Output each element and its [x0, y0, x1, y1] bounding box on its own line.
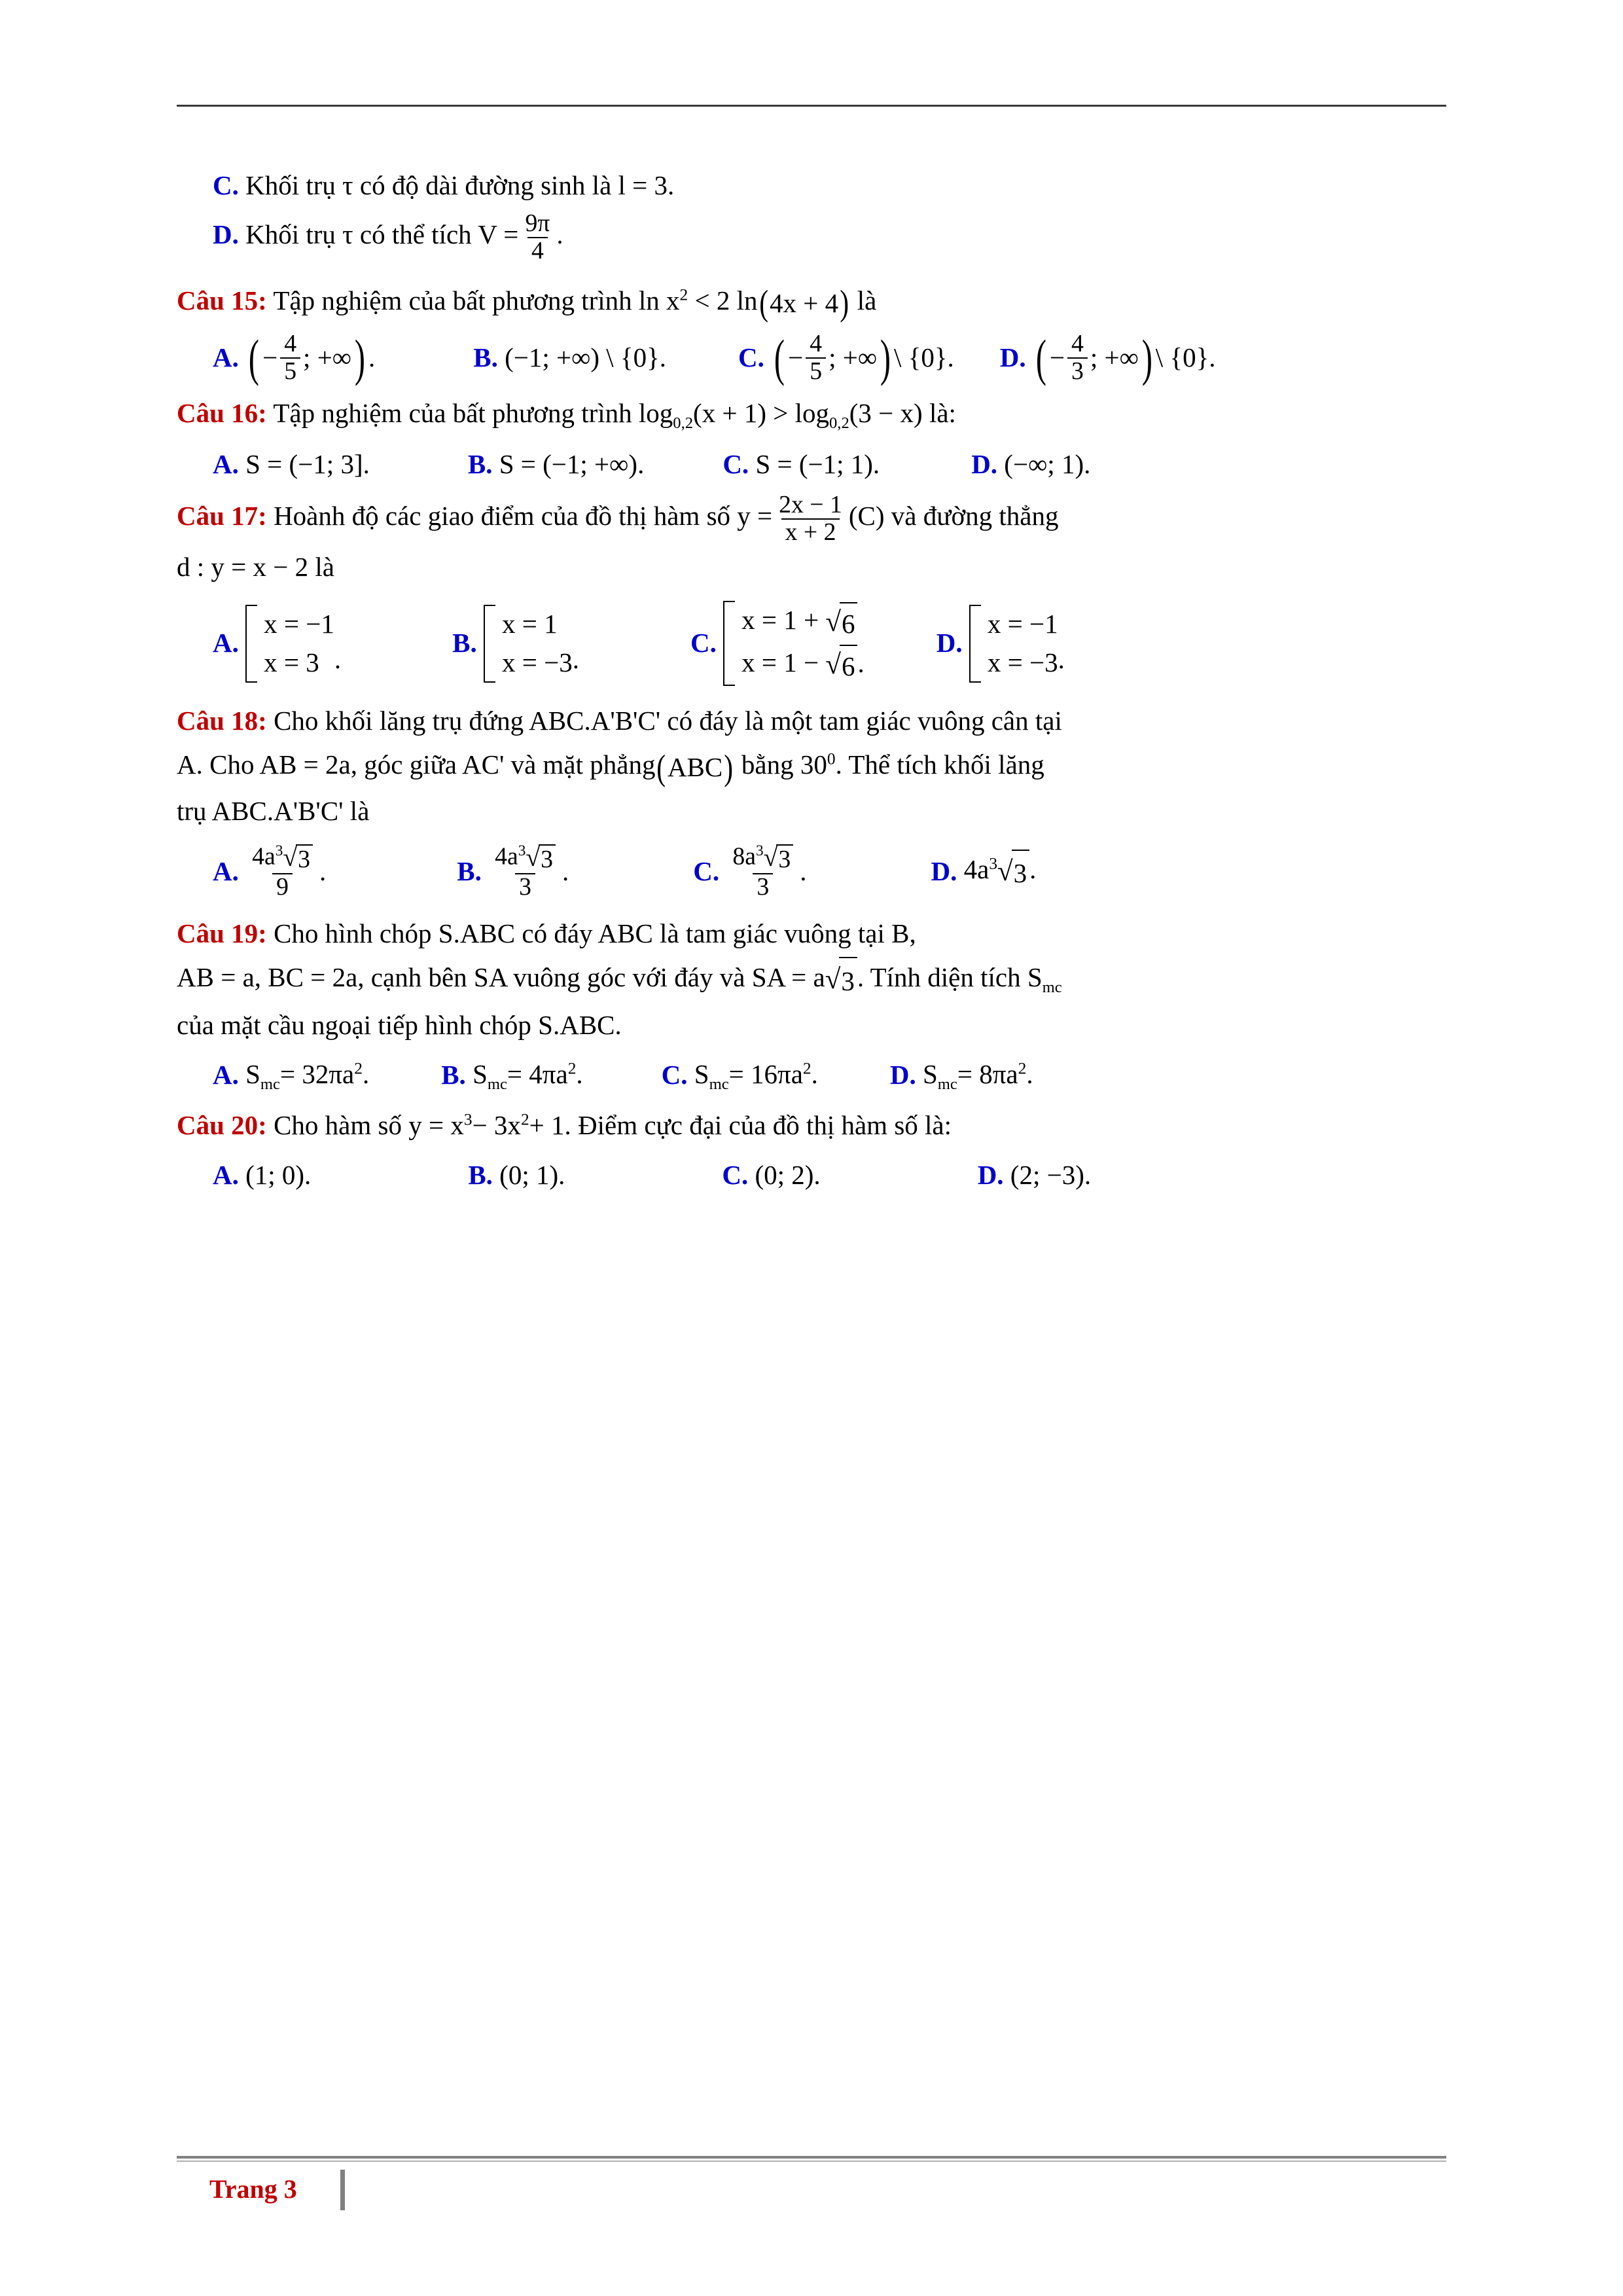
stem-math-1: y = x — [408, 1110, 464, 1141]
option-letter: D. — [889, 1059, 916, 1090]
question-19-stem-line1 — [177, 912, 1459, 955]
system-bracket — [723, 601, 857, 687]
header-divider — [177, 105, 1446, 107]
sqrt-icon: √ 3 — [997, 850, 1029, 895]
option-expression: S = (−1; 1). — [755, 448, 880, 479]
question-number: Câu 17: — [177, 501, 267, 531]
system-row-1: x = 1 — [501, 608, 558, 639]
sqrt-icon: √ 3 — [764, 844, 794, 873]
option-suffix: . — [334, 643, 342, 674]
system-row-2: x = 1 − √ 6 — [741, 643, 857, 686]
option-letter: C. — [661, 1059, 688, 1090]
paren-right: ) — [724, 747, 734, 787]
sqrt-radicand: 3 — [296, 844, 313, 873]
option-letter: A. — [213, 342, 239, 373]
stem-exponent-2: 2 — [520, 1110, 529, 1129]
option-a[interactable] — [213, 1154, 311, 1197]
question-15-stem — [177, 279, 1459, 325]
option-text-2: có thể tích — [359, 219, 472, 250]
fraction-9pi-over-4 — [521, 211, 554, 264]
question-17-options — [177, 601, 1459, 687]
numerator-base: 4a — [252, 842, 276, 870]
option-letter: B. — [468, 1159, 493, 1190]
fraction — [491, 843, 560, 900]
fraction-denominator: 3 — [1067, 357, 1088, 385]
expr-exponent: 2 — [567, 1059, 577, 1078]
option-letter: D. — [977, 1159, 1004, 1190]
option-letter: A. — [213, 448, 239, 479]
option-d[interactable] — [978, 1154, 1091, 1197]
fraction-denominator: 3 — [515, 873, 535, 901]
minus-sign: − — [262, 342, 278, 373]
option-suffix: . — [1029, 853, 1037, 884]
stem-suffix: là — [857, 285, 877, 315]
fraction — [806, 331, 826, 384]
sqrt-icon: √ 6 — [825, 645, 857, 686]
fraction-numerator — [728, 843, 797, 873]
option-expression: (−∞; 1). — [1004, 448, 1091, 479]
bracket-glyph — [484, 605, 495, 683]
option-suffix: . — [1058, 643, 1065, 674]
stem-suffix: Điểm cực đại của đồ thị hàm số là: — [578, 1110, 952, 1141]
question-18-options — [177, 843, 1459, 900]
paren-content: ABC — [667, 752, 723, 783]
expr-base: S — [245, 1058, 260, 1089]
interval-tail: ; +∞ — [829, 342, 878, 373]
fraction — [1067, 331, 1088, 384]
system-row-2: x = −3 — [501, 647, 573, 678]
question-number: Câu 19: — [177, 918, 267, 949]
option-d[interactable] — [1000, 331, 1216, 384]
document-content — [177, 164, 1459, 1203]
interval-group — [771, 331, 894, 384]
option-expression: (0; 1). — [499, 1159, 565, 1190]
option-suffix: . — [572, 643, 579, 674]
paren-right: ) — [354, 329, 366, 386]
question-number: Câu 20: — [177, 1110, 267, 1141]
page-footer — [177, 2156, 1446, 2204]
option-expression: (2; −3). — [1010, 1159, 1092, 1190]
option-letter: B. — [473, 342, 498, 373]
option-suffix: . — [857, 647, 865, 678]
fraction-denominator: 5 — [806, 357, 826, 385]
paren-right: ) — [840, 283, 849, 323]
line-suffix: là — [315, 552, 334, 583]
option-letter: C. — [693, 855, 720, 886]
interval-group — [245, 331, 368, 384]
sqrt-icon: √ 3 — [825, 957, 857, 1003]
fraction — [728, 843, 797, 900]
expr-base: S — [922, 1058, 938, 1089]
stem-exponent-1: 3 — [463, 1110, 473, 1129]
log-base-2: 0,2 — [829, 414, 849, 432]
question-17-stem-line2 — [177, 545, 1459, 588]
paren-left: ( — [774, 329, 785, 386]
system-row-1: x = −1 — [264, 608, 334, 639]
option-expression: S = (−1; 3]. — [245, 448, 370, 479]
footer-vertical-bar — [340, 2170, 345, 2210]
option-expression: S = (−1; +∞). — [499, 448, 645, 479]
option-c[interactable] — [738, 331, 954, 384]
stem-suffix: là: — [929, 397, 956, 428]
option-letter: C. — [722, 448, 749, 479]
option-c[interactable] — [662, 1053, 818, 1098]
option-expression — [923, 1053, 1033, 1098]
system-bracket — [969, 605, 1058, 683]
stem-angle: 30 — [800, 749, 827, 780]
question-18-stem-line3 — [177, 789, 1459, 833]
option-c[interactable] — [693, 843, 806, 900]
option-d[interactable] — [890, 1053, 1033, 1098]
option-text-2: có độ dài đường sinh là — [359, 170, 612, 200]
option-expression — [964, 848, 1037, 895]
system-row-1: x = −1 — [987, 608, 1058, 639]
option-letter: D. — [931, 855, 957, 886]
option-suffix: . — [811, 1058, 818, 1089]
expr-exponent: 2 — [1018, 1059, 1027, 1078]
stem-suffix: và đường thẳng — [891, 501, 1059, 531]
sqrt-radicand: 3 — [539, 844, 556, 873]
option-letter: A. — [213, 628, 239, 658]
line-equation: d : y = x − 2 — [177, 552, 309, 583]
log-base: 0,2 — [673, 414, 694, 432]
bracket-glyph — [245, 605, 257, 683]
question-number: Câu 16: — [177, 397, 267, 428]
answer-option-d-14 — [177, 211, 1459, 264]
interval-tail: ; +∞ — [303, 342, 352, 373]
question-number: Câu 18: — [177, 706, 267, 736]
bracket-glyph — [969, 605, 981, 683]
option-suffix: . — [1026, 1058, 1033, 1089]
expr-exponent: 3 — [989, 854, 998, 873]
stem-math-lead: y = — [737, 501, 773, 531]
footer-divider — [177, 2156, 1446, 2162]
option-expression — [694, 1053, 818, 1098]
question-16-options — [177, 443, 1459, 486]
fraction-denominator: 9 — [272, 873, 293, 901]
question-stem-text: Cho hình chóp S.ABC có đáy ABC là tam giác vuông tại B, — [274, 918, 916, 949]
expr-rest: = 8πa — [957, 1058, 1018, 1089]
stem-math-ab: AB = 2a — [259, 749, 351, 780]
option-c[interactable] — [690, 601, 865, 687]
stem-part-e: trụ ABC.A'B'C' là — [177, 795, 370, 826]
option-suffix: . — [368, 342, 376, 373]
stem-part-b: . Tính diện tích S — [857, 961, 1043, 992]
option-letter: D. — [971, 448, 998, 479]
option-letter: D. — [213, 219, 239, 250]
sqrt-radicand: 6 — [840, 602, 858, 643]
numerator-exponent: 3 — [755, 842, 764, 860]
question-20-stem — [177, 1103, 1459, 1147]
stem-math-sa: SA = a √ 3 — [752, 962, 857, 992]
stem-math-1: ln x — [638, 285, 680, 315]
expr-base: 4a — [963, 853, 990, 884]
sqrt-radicand: 3 — [1012, 850, 1030, 895]
expr-rest: = 4πa — [507, 1058, 568, 1089]
stem-math-1: log — [638, 397, 673, 428]
option-letter: A. — [213, 855, 239, 886]
option-d[interactable] — [971, 443, 1090, 486]
minus-sign: − — [788, 342, 804, 373]
paren-group — [758, 281, 851, 325]
stem-math-2: − 3x — [472, 1110, 521, 1141]
option-letter: B. — [457, 855, 482, 886]
numerator-base: 4a — [495, 842, 518, 870]
answer-option-c-14 — [177, 164, 1459, 207]
question-15-options — [177, 331, 1459, 384]
option-expression — [245, 1053, 369, 1098]
option-letter: D. — [936, 628, 963, 658]
option-a[interactable] — [213, 1053, 369, 1098]
expr-subscript: mc — [487, 1075, 507, 1094]
option-suffix: . — [562, 855, 569, 886]
system-bracket — [245, 605, 334, 683]
option-b[interactable] — [441, 1053, 582, 1098]
question-stem-text: Tập nghiệm của bất phương trình — [273, 397, 632, 428]
paren-right: ) — [1141, 329, 1152, 386]
stem-math-ab-bc: AB = a, BC = 2a — [177, 961, 358, 992]
paren-right: ) — [880, 329, 891, 386]
option-letter: B. — [452, 628, 477, 658]
paren-left: ( — [249, 329, 260, 386]
option-text: Khối trụ — [245, 170, 336, 200]
option-b[interactable] — [468, 1154, 565, 1197]
fraction-numerator — [491, 843, 560, 873]
degree-exponent: 0 — [827, 749, 836, 768]
option-c[interactable] — [722, 1154, 820, 1197]
question-number: Câu 15: — [177, 285, 267, 315]
minus-sign: − — [1049, 342, 1065, 373]
system-bracket — [484, 605, 573, 683]
option-b[interactable] — [457, 843, 569, 900]
option-letter: C. — [738, 342, 764, 373]
option-a[interactable] — [213, 443, 370, 486]
question-20-options — [177, 1154, 1459, 1197]
option-suffix: . — [800, 855, 807, 886]
option-letter: C. — [690, 628, 717, 658]
question-19-options — [177, 1053, 1459, 1098]
option-d[interactable] — [931, 848, 1037, 895]
page-number-block — [177, 2174, 1446, 2204]
question-stem-text: Tập nghiệm của bất phương trình — [273, 285, 632, 315]
option-letter: C. — [722, 1159, 749, 1190]
stem-part-c: bằng — [741, 749, 794, 780]
sqrt-radicand: 3 — [839, 957, 857, 1003]
expr-subscript: mc — [709, 1075, 729, 1094]
option-suffix: . — [362, 1058, 370, 1089]
fraction-numerator: 4 — [284, 330, 297, 358]
fraction-numerator: 9π — [525, 209, 550, 238]
question-16-stem — [177, 391, 1459, 437]
stem-part-a: A. Cho — [177, 749, 255, 780]
sqrt-radicand: 6 — [840, 645, 858, 686]
fraction-denominator: x + 2 — [781, 518, 840, 546]
subscript-mc: mc — [1042, 978, 1062, 996]
paren-left: ( — [758, 283, 768, 323]
fraction-numerator: 4 — [810, 330, 823, 358]
fraction-numerator — [248, 843, 317, 873]
expr-base: S — [473, 1058, 488, 1089]
system-row-2: x = 3 — [264, 647, 319, 678]
paren-content: 4x + 4 — [769, 287, 839, 318]
stem-part-b: , góc giữa AC' và mặt phẳng — [350, 749, 656, 780]
option-a[interactable] — [213, 605, 341, 683]
expr-exponent: 2 — [802, 1059, 812, 1078]
fraction-function — [775, 492, 846, 545]
fraction — [280, 331, 300, 384]
option-suffix: \ {0}. — [1155, 342, 1216, 373]
option-expression — [473, 1053, 583, 1098]
question-18-stem-line2 — [177, 743, 1459, 789]
option-letter: B. — [467, 448, 493, 479]
sqrt-radicand: 3 — [776, 844, 793, 873]
option-expression: (−1; +∞) \ {0}. — [505, 342, 667, 373]
option-letter: B. — [441, 1059, 466, 1090]
option-math-tail: . — [556, 219, 563, 250]
expr-exponent: 2 — [354, 1059, 363, 1078]
stem-part-a: , cạnh bên SA vuông góc với đáy và — [357, 961, 745, 992]
stem-exponent: 2 — [679, 285, 688, 304]
page-label: Trang — [209, 2174, 277, 2204]
stem-math-2: (x + 1) > log — [693, 397, 829, 428]
option-expression: (1; 0). — [245, 1159, 312, 1190]
expr-subscript: mc — [260, 1075, 280, 1094]
fraction-numerator: 4 — [1071, 330, 1084, 358]
option-letter: A. — [213, 1159, 239, 1190]
fraction-numerator: 2x − 1 — [779, 491, 842, 519]
interval-group — [1033, 331, 1156, 384]
sqrt-icon: √ 3 — [526, 844, 556, 873]
sqrt-icon: √ 6 — [825, 602, 857, 643]
paren-left: ( — [656, 747, 666, 787]
option-letter: A. — [213, 1059, 239, 1090]
expr-subscript: mc — [937, 1075, 957, 1094]
interval-tail: ; +∞ — [1090, 342, 1139, 373]
option-suffix: . — [319, 855, 327, 886]
sqrt-icon: √ 3 — [283, 844, 313, 873]
fraction-denominator: 4 — [527, 237, 548, 264]
fraction-denominator: 3 — [753, 873, 773, 901]
numerator-base: 8a — [732, 842, 756, 870]
stem-math-tail: (C) — [848, 501, 885, 531]
fraction — [248, 843, 317, 900]
option-math: l = 3. — [618, 170, 675, 200]
stem-math-3: (3 − x) — [849, 397, 923, 428]
option-expression: (0; 2). — [755, 1159, 821, 1190]
page-number: 3 — [283, 2174, 297, 2204]
question-19-stem-line3 — [177, 1003, 1459, 1047]
fraction-denominator: 5 — [280, 357, 300, 385]
option-b[interactable] — [452, 605, 579, 683]
stem-part-d: . Thể tích khối lăng — [835, 749, 1044, 780]
option-b[interactable] — [473, 336, 666, 380]
system-row-1: x = 1 + √ 6 — [741, 601, 857, 643]
option-a[interactable] — [213, 331, 375, 384]
option-suffix: \ {0}. — [894, 342, 954, 373]
question-19-stem-line2 — [177, 956, 1459, 1003]
option-b[interactable] — [468, 443, 644, 486]
option-text: Khối trụ — [245, 219, 336, 250]
question-stem-text: Cho khối lăng trụ đứng ABC.A'B'C' có đáy là một tam giác vuông cân tại — [274, 706, 1062, 736]
stem-math-2: < 2 ln — [694, 285, 758, 315]
question-stem-text: Cho hàm số — [274, 1110, 402, 1141]
option-a[interactable] — [213, 843, 326, 900]
option-c[interactable] — [722, 443, 880, 486]
question-17-stem — [177, 492, 1459, 545]
option-suffix: . — [576, 1058, 583, 1089]
tau-symbol: τ — [342, 219, 353, 250]
question-stem-text: Hoành độ các giao điểm của đồ thị hàm số — [274, 501, 731, 531]
option-d[interactable] — [936, 605, 1065, 683]
option-letter: C. — [213, 170, 239, 200]
option-math-lead: V = — [478, 219, 519, 250]
stem-math-3: + 1. — [529, 1110, 571, 1141]
paren-group — [655, 745, 734, 789]
expr-rest: = 16πa — [728, 1058, 803, 1089]
system-row-2: x = −3 — [987, 647, 1058, 678]
expr-rest: = 32πa — [279, 1058, 355, 1089]
bracket-glyph — [723, 601, 735, 687]
expr-base: S — [694, 1058, 709, 1089]
stem-part-c: của mặt cầu ngoại tiếp hình chóp S.ABC. — [177, 1009, 622, 1040]
numerator-exponent: 3 — [275, 842, 283, 860]
option-letter: D. — [999, 342, 1026, 373]
numerator-exponent: 3 — [518, 842, 526, 860]
tau-symbol: τ — [342, 170, 353, 200]
paren-left: ( — [1035, 329, 1046, 386]
question-18-stem-line1 — [177, 699, 1459, 742]
